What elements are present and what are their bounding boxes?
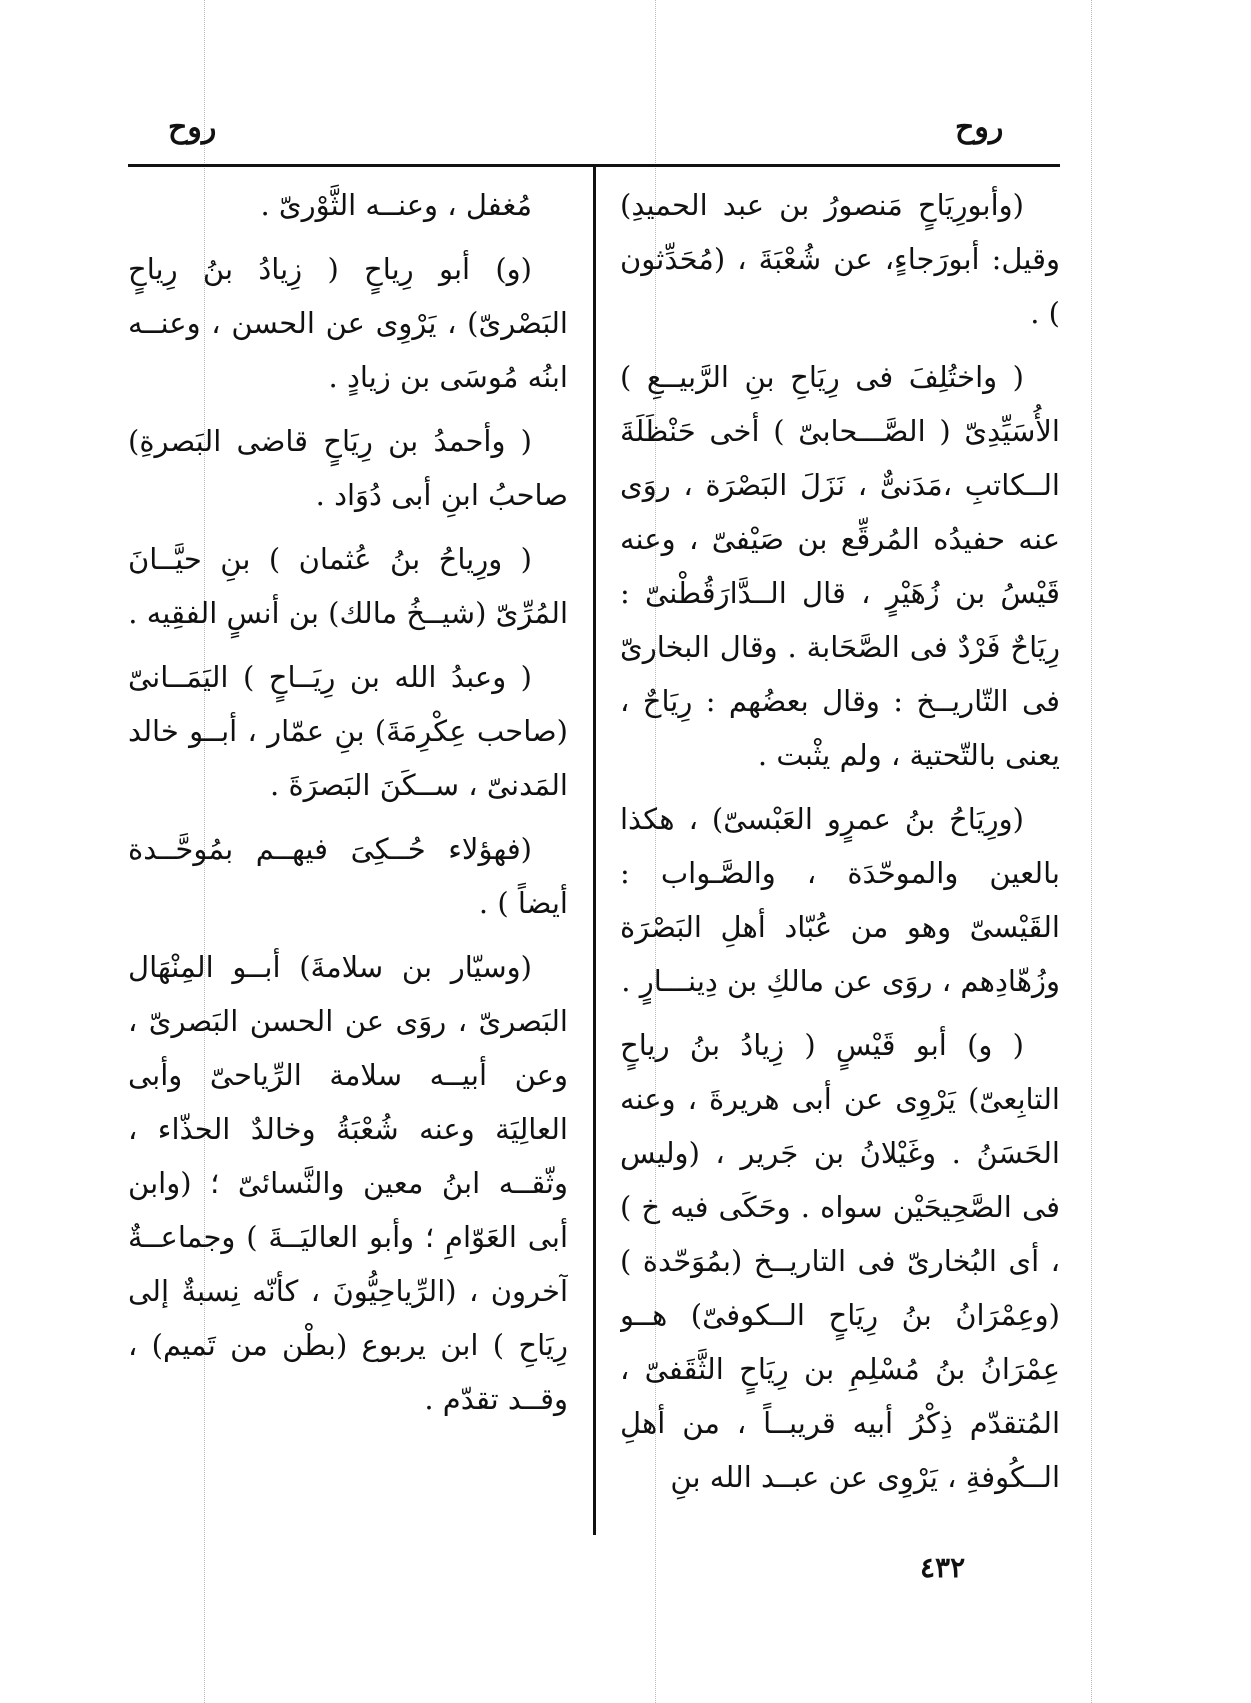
entry-paragraph: (وسيّار بن سلامةَ) أبــو المِنْهَال البَصرىّ ، روَى عن الحسن البَصرىّ ، وعن أبيــه سلامة الرِّياحىّ وأبى العالِيَة وعنه شُعْبَةُ وخالدٌ الحذّاء ، وثّقــه ابنُ معين والنَّسائىّ ؛ (وابن أبى العَوّامِ ؛ وأبو العاليَــةَ ) وجماعــةٌ آخرون ، (الرِّياحِيُّونَ ، كأنّه نِسبةٌ إلى رِيَاحِ ) ابن يربوع (بطْن من تَميم) ، وقــد تقدّم . [128, 950, 568, 1416]
entry-paragraph: ( و) أبو قَيْسٍ ( زِيادُ بنُ رياحٍ التابِعىّ) يَرْوِى عن أبى هريرةَ ، وعنه الحَسَنُ . وغَيْلانُ بن جَرير ، (وليس فى الصَّحِيحَيْن سواه . وحَكَى فيه خ ) ، أى البُخارىّ فى التاريــخ (بمُوَحّدة ) (وعِمْرَانُ بنُ رِيَاحٍ الــكوفىّ) هــو عِمْرَانُ بنُ مُسْلِمِ بن رِيَاحٍ الثَّقَفىّ ، المُتقدّم ذِكْرُ أبيه قريبــاً ، من أهلِ الــكُوفةِ ، يَرْوِى عن عبــد الله بنِ [620, 1028, 1060, 1494]
scan-artifact-line [1091, 0, 1092, 1703]
entry-paragraph: ( ورِياحُ بنُ عُثمان ) بنِ حيَّــانَ المُرِّىّ (شيــخُ مالك) بن أنسٍ الفقِيه . [128, 542, 568, 630]
running-header-right: روح [955, 110, 1004, 145]
entry-paragraph: (ورِيَاحُ بنُ عمرٍو العَبْسىّ) ، هكذا بالعين والموحّدَة ، والصَّـواب : القَيْسىّ وهو من عُبّاد أهلِ البَصْرَة وزُهّادِهم ، روَى عن مالكِ بن دِينـــارٍ . [620, 802, 1060, 998]
entry-paragraph: (فهؤلاء حُــكِىَ فيهــم بمُوحَّــدة أيضاً ) . [128, 832, 568, 920]
right-column [620, 178, 1060, 1538]
entry-paragraph: (و) أبو رِياحٍ ( زِيادُ بنُ رِياحٍ البَصْرىّ) ، يَرْوِى عن الحسن ، وعنــه ابنُه مُوسَى بن زيادٍ . [128, 252, 568, 394]
running-header-left: روح [168, 110, 217, 145]
entry-paragraph: (وأبورِيَاحٍ مَنصورُ بن عبد الحميدِ) وقيل: أبورَجاءٍ، عن شُعْبَةَ ، (مُحَدِّثون ) . [620, 188, 1060, 330]
left-column [128, 178, 568, 1538]
column-divider [593, 166, 596, 1535]
entry-paragraph: ( وعبدُ الله بن رِيَــاحٍ ) اليَمَــانىّ (صاحب عِكْرِمَةَ) بنِ عمّار ، أبــو خالد المَدنىّ ، ســكَنَ البَصرَةَ . [128, 660, 568, 802]
page-number: ٤٣٢ [920, 1551, 966, 1584]
entry-paragraph: مُغفل ، وعنــه الثَّوْرىّ . [260, 188, 532, 222]
entry-paragraph: ( واختُلِفَ فى رِيَاحِ بنِ الرَّبيــعِ ) الأُسَيِّدِىّ ( الصَّـــحابىّ ) أخى حَنْظَلَةَ الــكاتبِ ،مَدَنىٌّ ، نَزَلَ البَصْرَة ، روَى عنه حفيدُه المُرقِّع بن صَيْفىّ ، وعنه قَيْسُ بن زُهَيْرٍ ، قال الــدَّارَقُطْنىّ : رِيَاحٌ فَرْدٌ فى الصَّحَابة . وقال البخارىّ فى التّاريــخ : وقال بعضُهم : رِيَاحٌ ، يعنى بالتّحتية ، ولم يثْبت . [620, 360, 1060, 772]
entry-paragraph: ( وأحمدُ بن رِيَاحٍ قاضى البَصرةِ) صاحبُ ابنِ أبى دُوَاد . [128, 424, 568, 512]
